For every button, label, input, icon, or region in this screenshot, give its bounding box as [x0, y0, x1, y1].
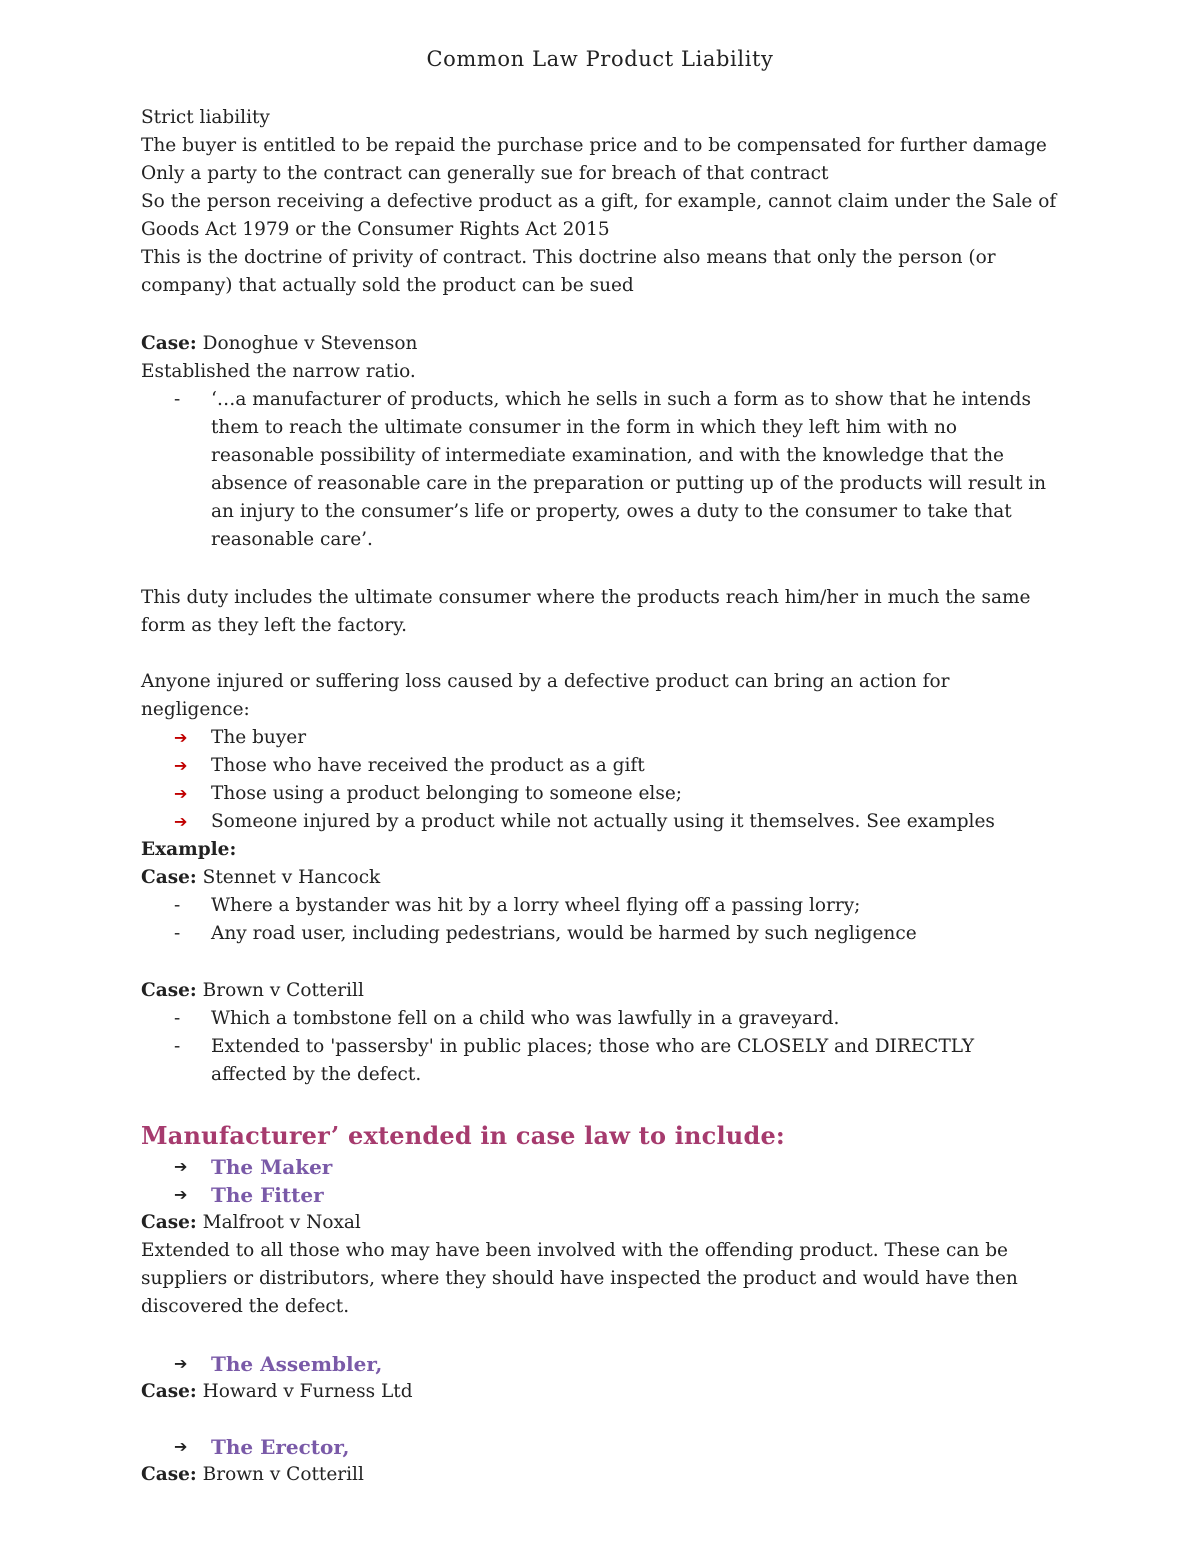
example-label: Example [141, 839, 230, 860]
case-colon: : [189, 980, 197, 1001]
arrow-item-text: Someone injured by a product while not actually using it themselves. See examples [211, 811, 995, 832]
arrow-bullet-icon: ➔ [174, 1157, 188, 1176]
anyone-line: negligence: [141, 699, 250, 720]
dash-marker: - [174, 1036, 181, 1057]
case-colon: : [189, 1381, 197, 1402]
intro-line: Goods Act 1979 or the Consumer Rights Act 2015 [141, 219, 610, 240]
intro-line: This is the doctrine of privity of contract. This doctrine also means that only the person (or [141, 247, 996, 268]
dash-item-text: Extended to 'passersby' in public places; those who are CLOSELY and DIRECTLY [211, 1036, 975, 1057]
case-line [141, 1461, 364, 1489]
arrow-bullet-icon: ➔ [174, 812, 188, 831]
malfroot-line: suppliers or distributors, where they should have inspected the product and would have then [141, 1268, 1018, 1289]
arrow-bullet-icon: ➔ [174, 1437, 188, 1456]
arrow-bullet-icon: ➔ [174, 1185, 188, 1204]
malfroot-line: discovered the defect. [141, 1296, 350, 1317]
arrow-bullet-icon: ➔ [174, 756, 188, 775]
sub-heading-assembler: The Assembler, [211, 1352, 383, 1376]
case-label: Case [141, 980, 190, 1001]
intro-line: So the person receiving a defective product as a gift, for example, cannot claim under the Sale of [141, 191, 1057, 212]
arrow-item-text: Those who have received the product as a gift [211, 755, 645, 776]
case-line [141, 1378, 413, 1406]
arrow-bullet-icon: ➔ [174, 728, 188, 747]
case-label: Case [141, 1464, 190, 1485]
case-colon: : [189, 1464, 197, 1485]
dash-item-text: Which a tombstone fell on a child who was lawfully in a graveyard. [211, 1008, 840, 1029]
case-line [141, 1209, 361, 1237]
section-heading: Manufacturer’ extended in case law to include: [141, 1121, 785, 1150]
case-colon: : [189, 333, 197, 354]
sub-heading-maker: The Maker [211, 1155, 333, 1179]
dash-item-text: Where a bystander was hit by a lorry wheel flying off a passing lorry; [211, 895, 861, 916]
malfroot-line: Extended to all those who may have been involved with the offending product. These can be [141, 1240, 1008, 1261]
dash-item-continuation: affected by the defect. [211, 1064, 422, 1085]
anyone-line: Anyone injured or suffering loss caused by a defective product can bring an action for [141, 671, 950, 692]
arrow-item-text: The buyer [211, 727, 307, 748]
quote-line: absence of reasonable care in the preparation or putting up of the products will result in [211, 473, 1047, 494]
case-colon: : [189, 867, 197, 888]
case-name: Stennet v Hancock [202, 867, 381, 888]
example-label-line [141, 836, 236, 864]
dash-marker: - [174, 895, 181, 916]
dash-marker: - [174, 1008, 181, 1029]
arrow-list-item [141, 752, 1071, 780]
case-colon: : [189, 1212, 197, 1233]
case-name: Howard v Furness Ltd [202, 1381, 413, 1402]
intro-line: The buyer is entitled to be repaid the purchase price and to be compensated for further damage [141, 135, 1047, 156]
case-name: Brown v Cotterill [202, 1464, 364, 1485]
intro-line: company) that actually sold the product can be sued [141, 275, 634, 296]
arrow-bullet-icon: ➔ [174, 1354, 188, 1373]
arrow-list-item [141, 808, 1071, 836]
quote-line: an injury to the consumer’s life or property, owes a duty to the consumer to take that [211, 501, 1012, 522]
dash-list-item [141, 892, 1071, 920]
example-colon: : [229, 839, 237, 860]
case-label: Case [141, 867, 190, 888]
intro-line: Only a party to the contract can generally sue for breach of that contract [141, 163, 829, 184]
case-name: Donoghue v Stevenson [202, 333, 418, 354]
case-ratio: Established the narrow ratio. [141, 361, 416, 382]
dash-list-item [141, 1005, 1071, 1033]
case-name: Malfroot v Noxal [202, 1212, 361, 1233]
arrow-list-item [141, 724, 1071, 752]
dash-list-item [141, 1033, 1071, 1061]
dash-marker: - [174, 923, 181, 944]
case-name: Brown v Cotterill [202, 980, 364, 1001]
case-label: Case [141, 333, 190, 354]
arrow-item-text: Those using a product belonging to someone else; [211, 783, 683, 804]
quote-line: reasonable care’. [211, 529, 373, 550]
duty-line: form as they left the factory. [141, 615, 408, 636]
dash-marker: - [174, 389, 181, 410]
intro-line: Strict liability [141, 107, 270, 128]
case-line [141, 330, 417, 358]
case-line [141, 864, 380, 892]
dash-item-text: Any road user, including pedestrians, would be harmed by such negligence [211, 923, 917, 944]
sub-heading-fitter: The Fitter [211, 1183, 324, 1207]
case-label: Case [141, 1212, 190, 1233]
duty-line: This duty includes the ultimate consumer where the products reach him/her in much the same [141, 587, 1031, 608]
dash-list-item [141, 920, 1071, 948]
case-line [141, 977, 364, 1005]
document-title: Common Law Product Liability [426, 47, 774, 71]
arrow-list-item [141, 780, 1071, 808]
quote-line: reasonable possibility of intermediate examination, and with the knowledge that the [211, 445, 1004, 466]
quote-line: them to reach the ultimate consumer in the form in which they left him with no [211, 417, 958, 438]
case-label: Case [141, 1381, 190, 1402]
quote-line: ‘…a manufacturer of products, which he sells in such a form as to show that he intends [211, 389, 1031, 410]
sub-heading-erector: The Erector, [211, 1435, 350, 1459]
arrow-bullet-icon: ➔ [174, 784, 188, 803]
